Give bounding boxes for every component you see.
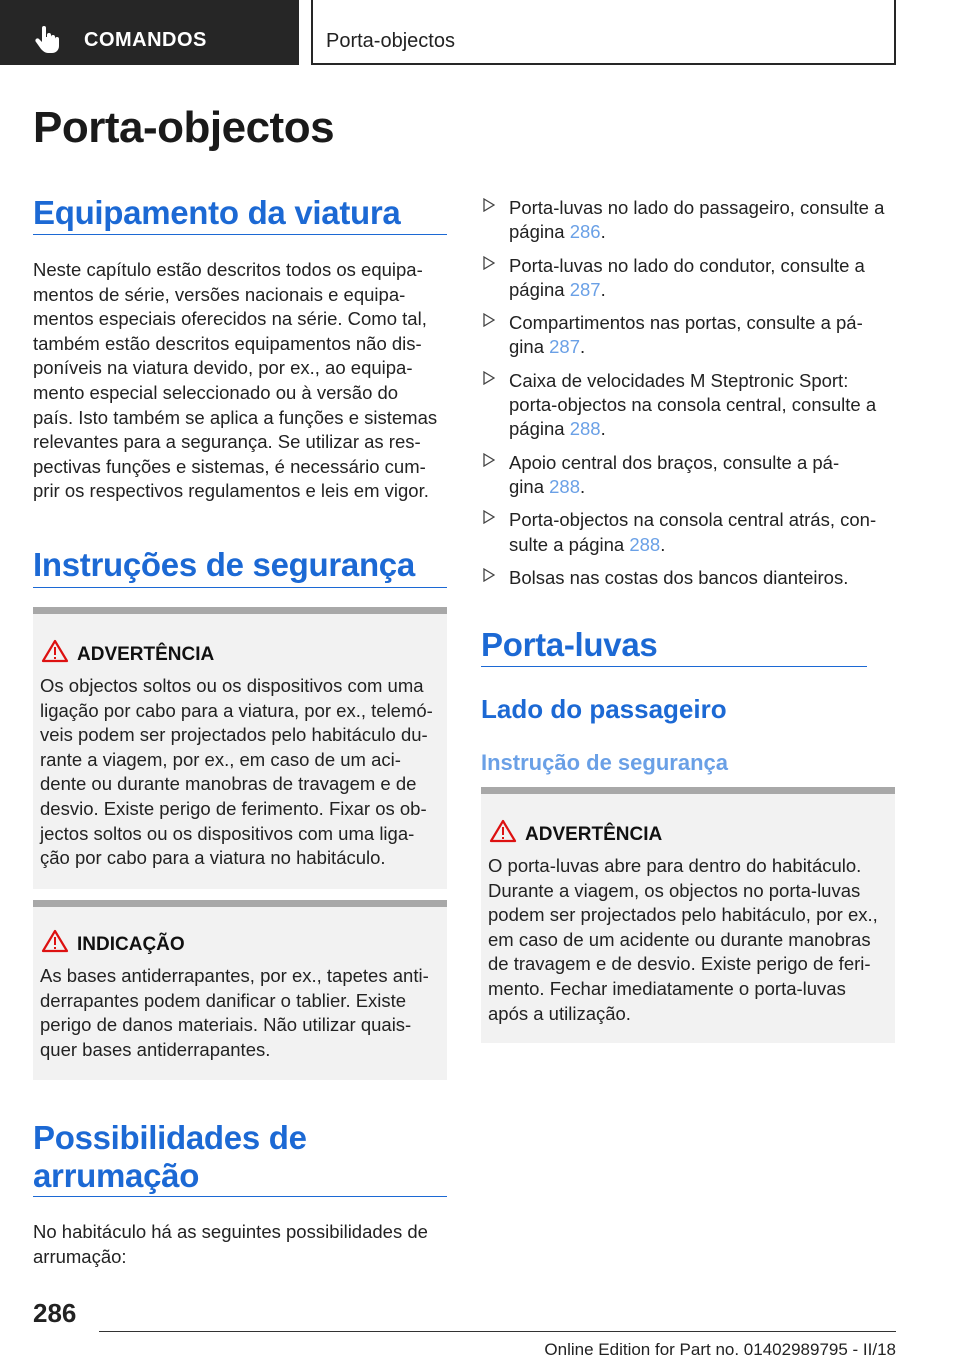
header-divider (894, 0, 896, 65)
paragraph-possibilidades: No habitáculo há as seguintes possibilidades de arrumação: (33, 1221, 428, 1267)
warning-title: ADVERTÊNCIA (77, 644, 215, 665)
triangle-bullet-icon (483, 568, 495, 582)
list-item: Caixa de velocidades M Steptronic Sport: porta-objectos na consola central, consulte a página 288. (481, 369, 901, 442)
triangle-bullet-icon (483, 371, 495, 385)
heading-rule (33, 587, 447, 588)
list-item: Porta-luvas no lado do condutor, consulte a página 287. (481, 254, 901, 303)
heading-rule (33, 1196, 447, 1197)
notice-title: INDICAÇÃO (77, 934, 185, 955)
triangle-bullet-icon (483, 453, 495, 467)
triangle-bullet-icon (483, 198, 495, 212)
page-title: Porta-objectos (33, 103, 335, 152)
hand-pointer-icon (34, 26, 60, 54)
header-rule (311, 63, 896, 65)
list-item: Compartimentos nas portas, consulte a pá‐ gina 287. (481, 311, 901, 360)
warning-text: O porta-luvas abre para dentro do habitáculo. Durante a viagem, os objectos no porta-luvas podem ser projectados pelo habitáculo, por ex., em caso de um acidente ou durante manobras de travagem e de desvio. Existe perigo de feri‐ mento. Fechar imediatamente o porta-luvas após a utilização. (488, 855, 878, 1024)
section-heading-equipamento: Equipamento da viatura (33, 194, 401, 231)
warning-title: ADVERTÊNCIA (525, 824, 663, 845)
list-item: Porta-objectos na consola central atrás, con‐ sulte a página 288. (481, 508, 901, 557)
page-number: 286 (33, 1298, 77, 1328)
list-item: Porta-luvas no lado do passageiro, consulte a página 286. (481, 196, 901, 245)
section-heading-possibilidades: Possibilidades de arrumação (33, 1119, 307, 1194)
section-tab (0, 0, 299, 65)
page-link[interactable]: 288 (569, 418, 601, 440)
section-label: COMANDOS (84, 29, 207, 51)
section-heading-porta-luvas: Porta-luvas (481, 626, 658, 663)
list-item: Bolsas nas costas dos bancos dianteiros. (481, 566, 901, 590)
storage-list (481, 196, 901, 599)
subheading-lado-passageiro: Lado do passageiro (481, 694, 727, 724)
triangle-bullet-icon (483, 256, 495, 270)
subsubheading-instrucao: Instrução de segurança (481, 750, 728, 775)
warning-triangle-icon (41, 929, 69, 953)
heading-rule (481, 666, 867, 667)
footer-rule (99, 1331, 896, 1332)
page-link[interactable]: 286 (569, 221, 601, 243)
footer-edition: Online Edition for Part no. 01402989795 - II/18 (544, 1340, 896, 1359)
warning-text: Os objectos soltos ou os dispositivos com uma ligação por cabo para a viatura, por ex., telemó‐ veis podem ser projectados pelo habitáculo du‐ rante a viagem, por ex., em caso de um aci‐ dente ou durante manobras de travagem e de desvio. Existe perigo de ferimento. Fixar os ob‐ jectos soltos ou os dispositivos com uma liga‐ ção por cabo para a viatura no habitáculo. (40, 675, 433, 869)
page-link[interactable]: 287 (569, 278, 601, 300)
triangle-bullet-icon (483, 510, 495, 524)
warning-box (481, 787, 895, 1043)
warning-triangle-icon (489, 819, 517, 843)
heading-rule (33, 234, 447, 235)
page-link[interactable]: 288 (549, 475, 580, 497)
page-link[interactable]: 287 (549, 336, 580, 358)
chapter-title: Porta-objectos (326, 30, 455, 52)
header-divider (311, 0, 313, 65)
warning-triangle-icon (41, 639, 69, 663)
notice-box (33, 900, 447, 1080)
warning-box (33, 607, 447, 889)
section-heading-seguranca: Instruções de segurança (33, 546, 415, 583)
page-link[interactable]: 288 (629, 533, 661, 555)
notice-text: As bases antiderrapantes, por ex., tapetes anti‐ derrapantes podem danificar o tablier. Existe perigo de danos materiais. Não utilizar quais‐ quer bases antiderrapantes. (40, 965, 429, 1060)
triangle-bullet-icon (483, 313, 495, 327)
paragraph-equipamento: Neste capítulo estão descritos todos os equipa‐ mentos de série, versões nacionais e equipa‐ mentos especiais oferecidos na série. Como tal, também estão descritos equipamentos não dis‐ poníveis na viatura devido, por ex., ao equipa‐ mento especial seleccionado ou à versão do país. Isto também se aplica a funções e sistemas relevantes para a segurança. Se utilizar as res‐ pectivas funções e sistemas, é necessário cum‐ prir os respectivos regulamentos e leis em vigor. (33, 259, 438, 502)
list-item: Apoio central dos braços, consulte a pá‐ gina 288. (481, 451, 901, 500)
